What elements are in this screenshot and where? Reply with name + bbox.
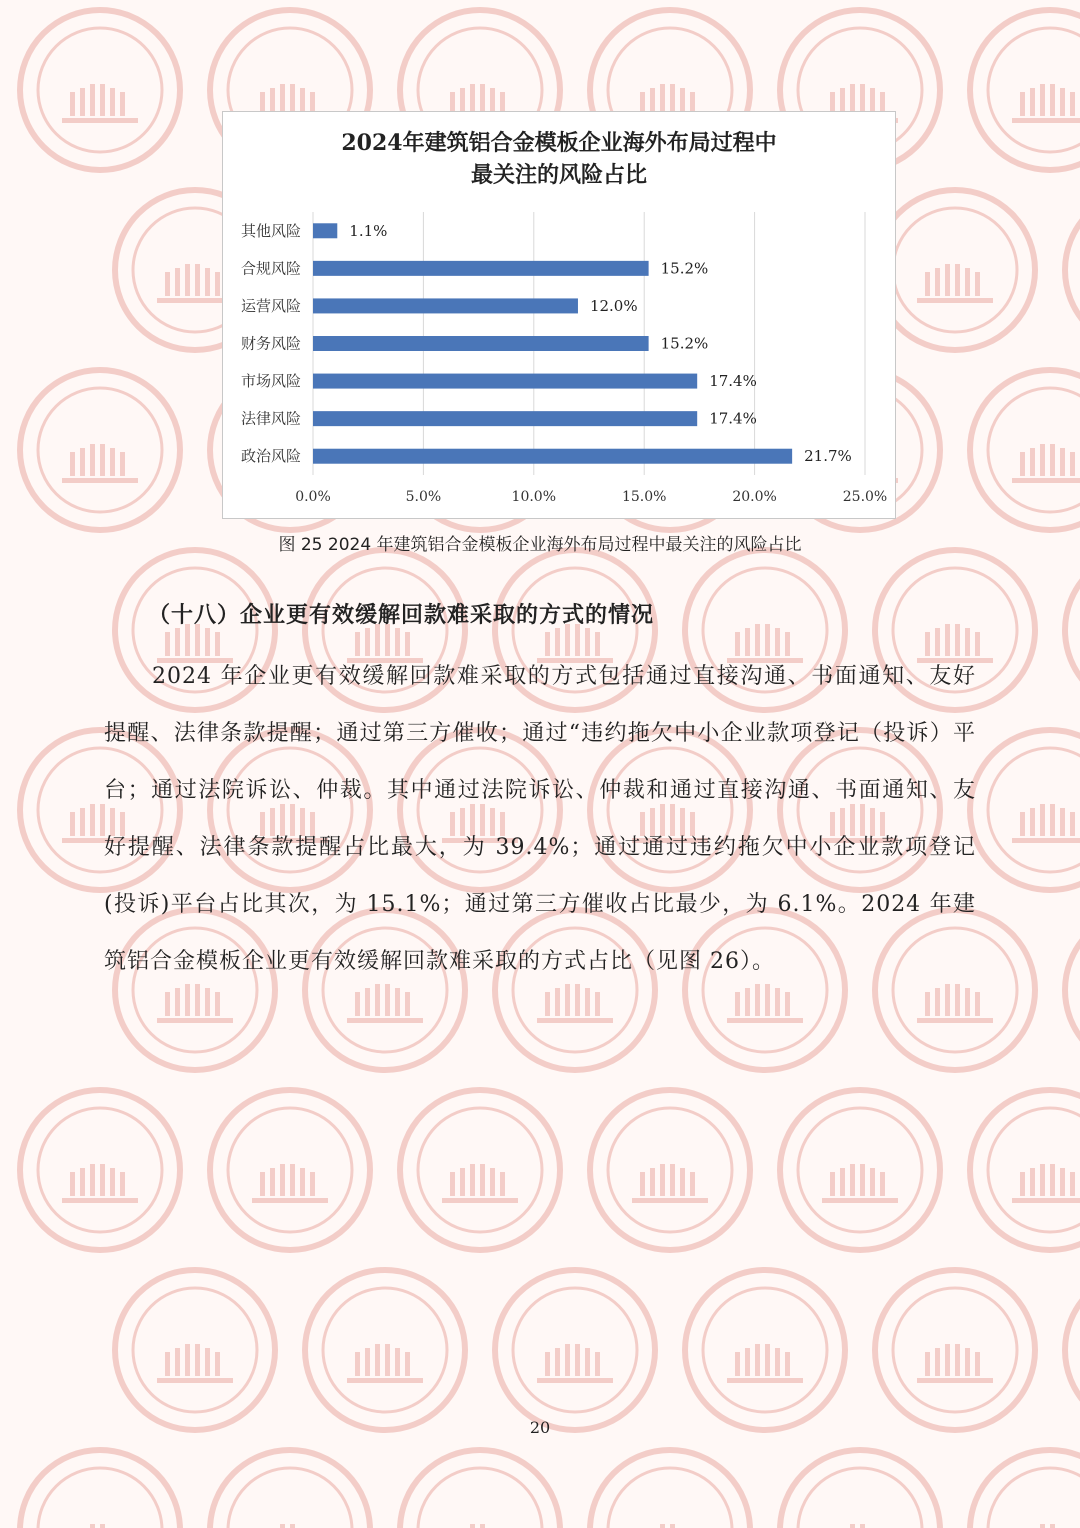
x-tick-label: 0.0% bbox=[295, 489, 331, 505]
data-label: 12.0% bbox=[589, 296, 638, 315]
bar bbox=[313, 449, 792, 464]
watermark-seal bbox=[400, 1090, 560, 1250]
category-label: 政治风险 bbox=[240, 447, 301, 466]
bar bbox=[313, 374, 697, 389]
watermark-seal bbox=[115, 1270, 275, 1430]
watermark-seal bbox=[20, 370, 180, 530]
watermark-seal bbox=[210, 1450, 370, 1528]
watermark-seal bbox=[875, 190, 1035, 350]
chart-title-line: 最关注的风险占比 bbox=[470, 162, 648, 188]
x-tick-label: 20.0% bbox=[732, 489, 777, 505]
bar bbox=[313, 336, 649, 351]
body-paragraph: 2024 年企业更有效缓解回款难采取的方式包括通过直接沟通、书面通知、友好提醒、法律条款提醒；通过第三方催收；通过“违约拖欠中小企业款项登记（投诉）平台；通过法院诉讼、仲裁。其中通过法院诉讼、仲裁和通过直接沟通、书面通知、友好提醒、法律条款提醒占比最大，为 39.4%；通过通过违约拖欠中小企业款项登记(投诉)平台占比其次，为 15.1%；通过第三方催收占比最少，为 6.1%。2024 年建筑铝合金模板企业更有效缓解回款难采取的方式占比（见图 26）。 bbox=[104, 664, 976, 974]
watermark-seal bbox=[780, 1450, 940, 1528]
watermark-seal bbox=[495, 1270, 655, 1430]
watermark-seal bbox=[305, 1270, 465, 1430]
data-label: 15.2% bbox=[660, 259, 709, 278]
watermark-seal bbox=[970, 10, 1080, 170]
watermark-seal bbox=[970, 1090, 1080, 1250]
category-label: 市场风险 bbox=[240, 372, 301, 391]
page-number: 20 bbox=[529, 1418, 551, 1437]
data-label: 15.2% bbox=[660, 334, 709, 353]
data-label: 21.7% bbox=[804, 447, 852, 466]
section-heading: （十八）企业更有效缓解回款难采取的方式的情况 bbox=[148, 602, 655, 628]
category-label: 运营风险 bbox=[240, 296, 301, 315]
chart-title-line: 2024年建筑铝合金模板企业海外布局过程中 bbox=[341, 130, 777, 156]
bar bbox=[313, 411, 697, 426]
category-label: 其他风险 bbox=[240, 221, 301, 240]
watermark-seal bbox=[400, 1450, 560, 1528]
watermark-seal bbox=[1065, 1270, 1080, 1430]
figure-caption: 图 25 2024 年建筑铝合金模板企业海外布局过程中最关注的风险占比 bbox=[278, 535, 802, 555]
watermark-seal bbox=[970, 1450, 1080, 1528]
x-tick-label: 5.0% bbox=[405, 489, 442, 505]
x-tick-label: 10.0% bbox=[511, 489, 557, 505]
watermark-seal bbox=[210, 1090, 370, 1250]
category-label: 合规风险 bbox=[240, 259, 301, 278]
bar bbox=[313, 261, 649, 276]
watermark-seal bbox=[970, 370, 1080, 530]
x-tick-label: 15.0% bbox=[621, 489, 667, 505]
watermark-seal bbox=[780, 1090, 940, 1250]
watermark-seal bbox=[20, 10, 180, 170]
watermark-seal bbox=[875, 1270, 1035, 1430]
watermark-seal bbox=[1065, 550, 1080, 710]
data-label: 17.4% bbox=[709, 409, 757, 428]
watermark-seal bbox=[1065, 190, 1080, 350]
watermark-seal bbox=[590, 1450, 750, 1528]
watermark-seal bbox=[20, 1090, 180, 1250]
category-label: 法律风险 bbox=[240, 409, 301, 428]
watermark-seal bbox=[1065, 910, 1080, 1070]
watermark-seal bbox=[590, 1090, 750, 1250]
category-label: 财务风险 bbox=[240, 334, 301, 353]
watermark-seal bbox=[970, 730, 1080, 890]
data-label: 1.1% bbox=[349, 221, 388, 240]
watermark-seal bbox=[685, 1270, 845, 1430]
bar-chart bbox=[223, 112, 895, 518]
watermark-seal bbox=[20, 1450, 180, 1528]
bar bbox=[313, 298, 578, 313]
bar bbox=[313, 223, 337, 238]
x-tick-label: 25.0% bbox=[842, 489, 888, 505]
chart-container bbox=[222, 111, 896, 519]
data-label: 17.4% bbox=[709, 372, 757, 391]
